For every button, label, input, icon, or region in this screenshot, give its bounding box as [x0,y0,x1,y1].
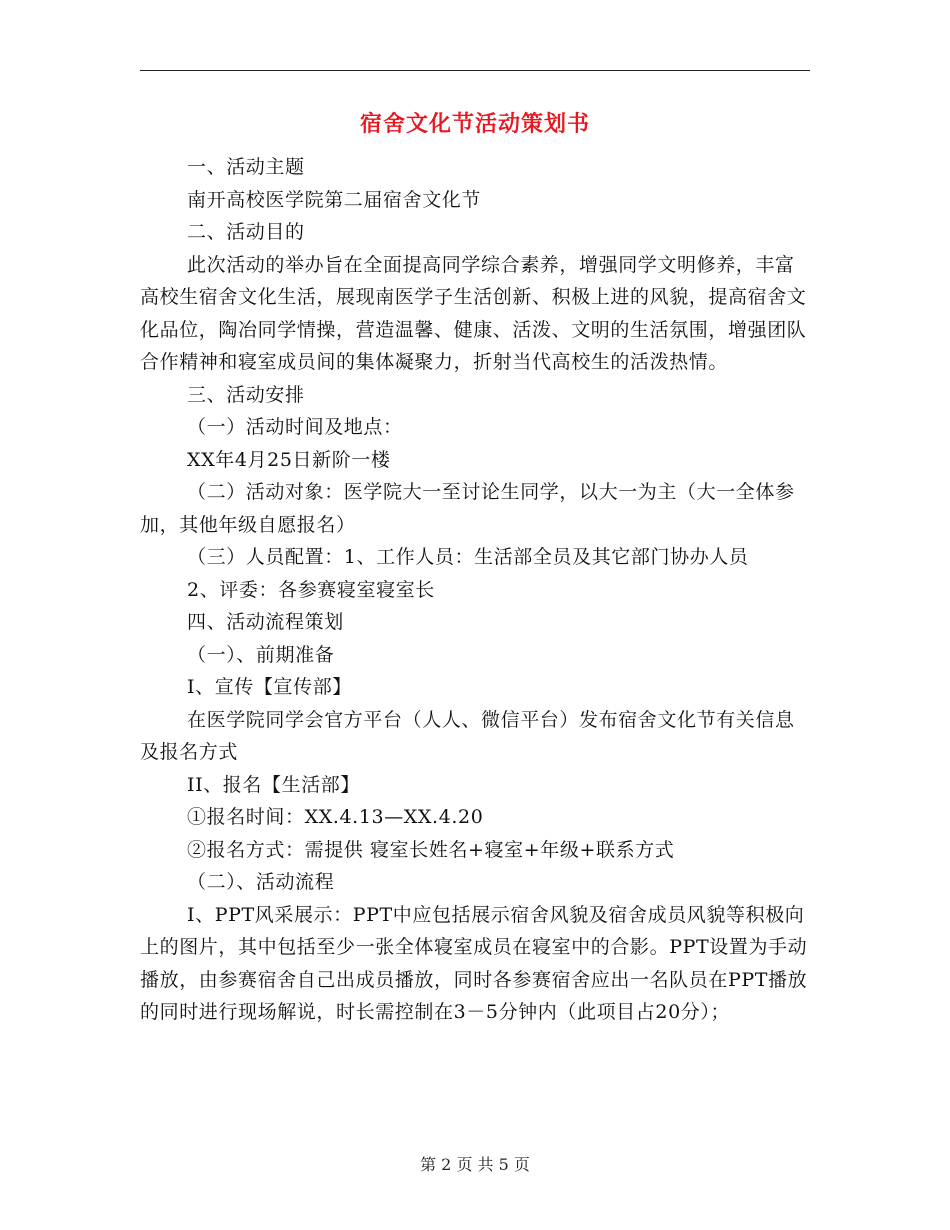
paragraph: 一、活动主题 [187,156,305,178]
paragraph: I、宣传【宣传部】 [187,676,352,698]
paragraph: 2、评委：各参赛寝室寝室长 [187,578,435,601]
paragraph: I、PPT风采展示：PPT中应包括展示宿舍风貌及宿舍成员风貌等积极向上的图片，其中包括至少一张全体寝室成员在寝室中的合影。PPT设置为手动播放，由参赛宿舍自己出成员播放，同时各参赛宿舍应出一名队员在PPT播放的同时进行现场解说，时长需控制在3－5分钟内（此项目占20分）； [140,903,808,1023]
paragraph: 此次活动的举办旨在全面提高同学综合素养，增强同学文明修养，丰富高校生宿舍文化生活，展现南医学子生活创新、积极上进的风貌，提高宿舍文化品位，陶冶同学情操，营造温馨、健康、活泼、文明的生活氛围，增强团队合作精神和寝室成员间的集体凝聚力，折射当代高校生的活泼热情。 [140,253,807,373]
document-body [140,151,810,1029]
paragraph: （二）活动对象：医学院大一至讨论生同学，以大一为主（大一全体参加，其他年级自愿报名） [140,481,795,536]
paragraph: 四、活动流程策划 [187,611,344,633]
paragraph: （二）、活动流程 [187,871,335,893]
document-title: 宿舍文化节活动策划书 [359,111,590,137]
paragraph: （一）、前期准备 [187,643,335,666]
paragraph: 二、活动目的 [187,221,305,243]
paragraph: （三）人员配置：1、工作人员：生活部全员及其它部门协办人员 [187,546,749,568]
paragraph: （一）活动时间及地点： [187,416,403,438]
paragraph: 在医学院同学会官方平台（人人、微信平台）发布宿舍文化节有关信息及报名方式 [140,708,795,763]
paragraph: 三、活动安排 [187,383,305,406]
paragraph: ①报名时间：XX.4.13—XX.4.20 [187,806,484,828]
paragraph: 南开高校医学院第二届宿舍文化节 [187,188,482,211]
page-footer: 第 2 页 共 5 页 [420,1155,530,1174]
header-rule [140,70,810,71]
paragraph: ②报名方式：需提供 寝室长姓名+寝室+年级+联系方式 [187,838,675,861]
paragraph: II、报名【生活部】 [187,773,361,796]
paragraph: XX年4月25日新阶一楼 [187,448,391,471]
